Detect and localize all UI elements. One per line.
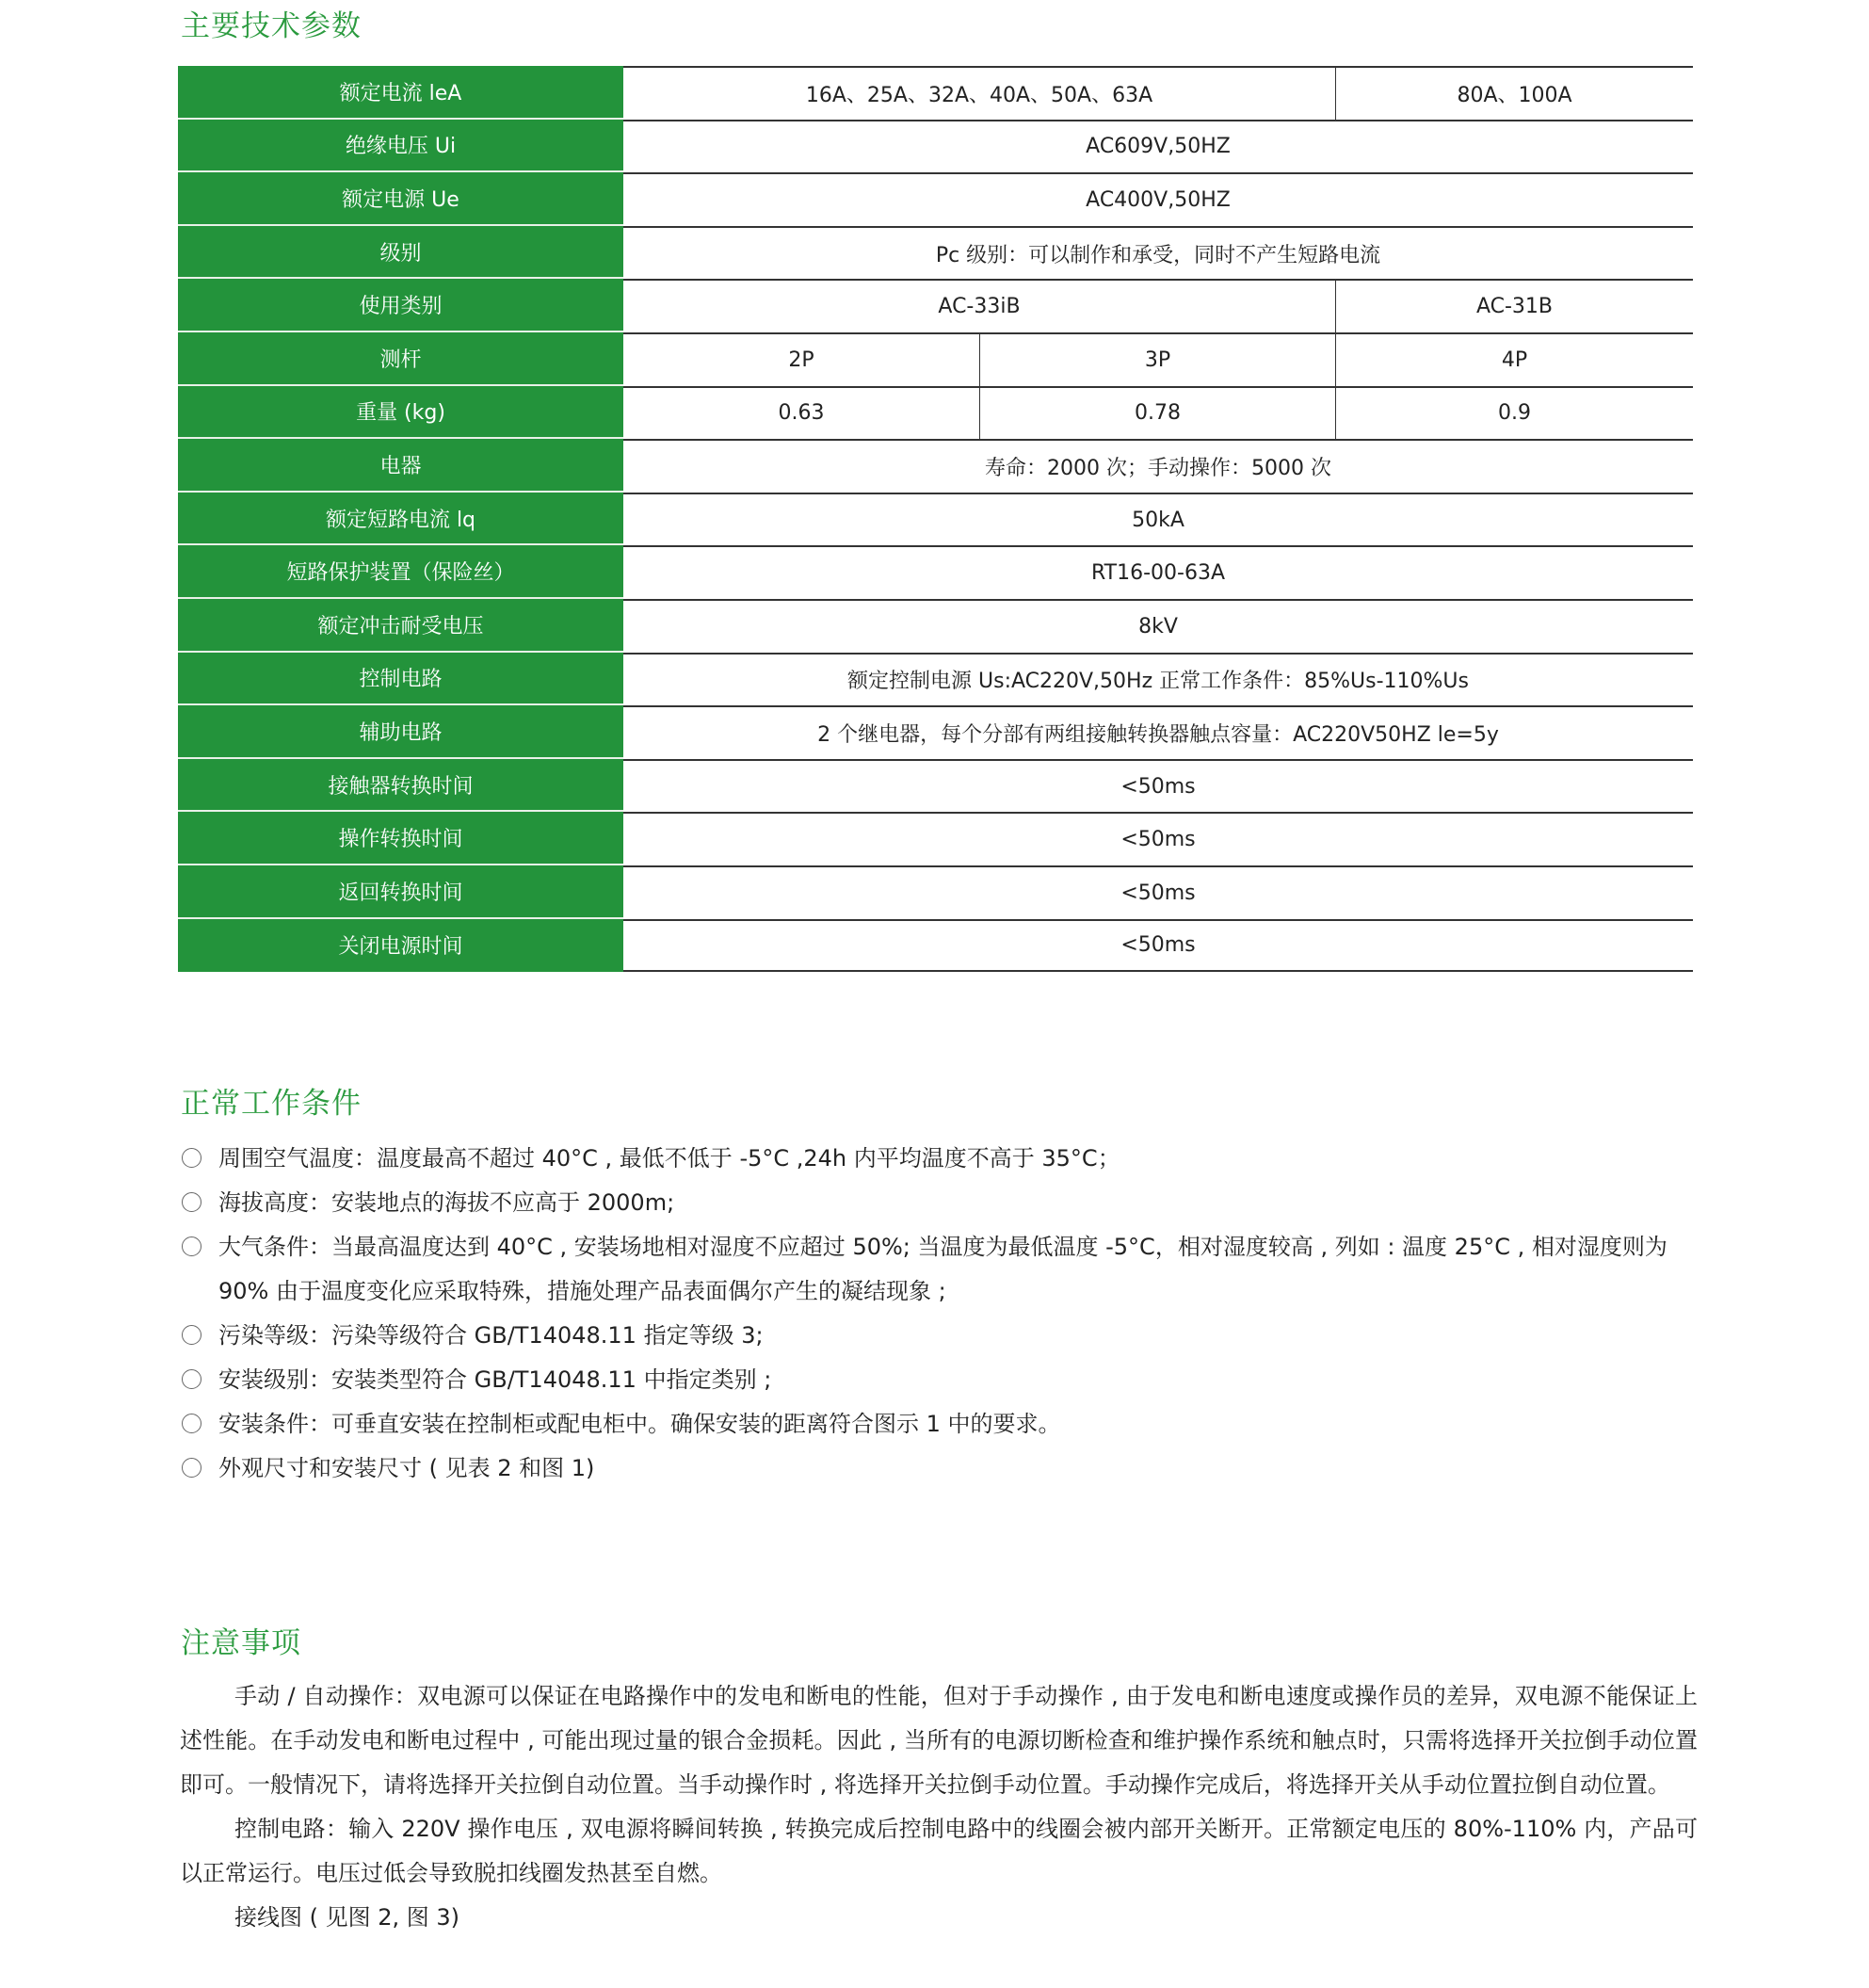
table-row-contactor-transfer-time: [178, 759, 1693, 813]
row-label: 使用类别: [178, 279, 623, 332]
table-row-impulse-voltage: [178, 599, 1693, 653]
row-label: 电器: [178, 439, 623, 493]
list-item: [182, 1225, 1698, 1314]
condition-text: 外观尺寸和安装尺寸 ( 见表 2 和图 1): [218, 1455, 595, 1481]
table-row-power-off-time: [178, 919, 1693, 973]
circle-bullet-icon: [182, 1236, 201, 1256]
circle-bullet-icon: [182, 1192, 201, 1212]
table-row-auxiliary-circuit: [178, 705, 1693, 759]
note-wiring-diagram: 接线图 ( 见图 2, 图 3): [234, 1904, 460, 1931]
circle-bullet-icon: [182, 1414, 201, 1433]
row-value: 寿命：2000 次；手动操作：5000 次: [985, 456, 1331, 480]
row-value: <50ms: [1120, 881, 1196, 905]
table-row-poles: [178, 332, 1693, 386]
row-label: 重量 (kg): [178, 386, 623, 440]
row-value: 2P: [788, 347, 814, 372]
row-label: 额定电源 Ue: [178, 172, 623, 226]
table-row-weight: [178, 386, 1693, 440]
row-value: RT16-00-63A: [1090, 561, 1226, 586]
row-value: 0.63: [778, 401, 825, 426]
row-value: 80A、100A: [1335, 68, 1693, 120]
row-label: 辅助电路: [178, 705, 623, 759]
row-label: 额定短路电流 lq: [178, 493, 623, 546]
row-value: <50ms: [1120, 933, 1196, 958]
row-value: 2 个继电器，每个分部有两组接触转换器触点容量：AC220V50HZ le=5y: [817, 722, 1499, 747]
table-row-control-circuit: [178, 653, 1693, 706]
specs-section-title: 主要技术参数: [181, 9, 362, 43]
table-row-insulation-voltage: [178, 120, 1693, 173]
row-label: 短路保护装置（保险丝）: [178, 545, 623, 599]
note-control-circuit: 控制电路：输入 220V 操作电压 , 双电源将瞬间转换 , 转换完成后控制电路中的线圈会被内部开关断开。正常额定电压的 80%-110% 内，产品可以正常运行。电压过低会导致脱扣线圈发热甚至自燃。: [180, 1816, 1698, 1886]
row-value: 3P: [979, 334, 1335, 386]
row-label: 额定电流 leA: [178, 66, 623, 120]
notes-section-title: 注意事项: [181, 1626, 301, 1660]
note-manual-auto-operation: 手动 / 自动操作：双电源可以保证在电路操作中的发电和断电的性能，但对于手动操作 , 由于发电和断电速度或操作员的差异，双电源不能保证上述性能。在手动发电和断电过程中 , 可能出现过量的银合金损耗。因此 , 当所有的电源切断检查和维护操作系统和触点时，只需将选择开关拉倒手动位置即可。一般情况下，请将选择开关拉倒自动位置。当手动操作时 , 将选择开关拉倒手动位置。手动操作完成后，将选择开关从手动位置拉倒自动位置。: [180, 1683, 1698, 1798]
row-label: 测杆: [178, 332, 623, 386]
row-value: <50ms: [1120, 828, 1196, 852]
table-row-return-transfer-time: [178, 865, 1693, 919]
row-label: 额定冲击耐受电压: [178, 599, 623, 653]
condition-text: 周围空气温度：温度最高不超过 40°C , 最低不低于 -5°C ,24h 内平均温度不高于 35°C；: [218, 1145, 1120, 1172]
row-label: 绝缘电压 Ui: [178, 120, 623, 173]
conditions-list: [182, 1137, 1698, 1491]
condition-text: 海拔高度：安装地点的海拔不应高于 2000m;: [218, 1189, 675, 1216]
row-value: <50ms: [1120, 774, 1196, 799]
row-label: 接触器转换时间: [178, 759, 623, 813]
table-row-operation-transfer-time: [178, 812, 1693, 865]
table-row-short-circuit-current: [178, 493, 1693, 546]
row-value: AC-31B: [1335, 281, 1693, 332]
row-label: 级别: [178, 226, 623, 280]
list-item: [182, 1358, 1698, 1402]
table-row-rated-voltage: [178, 172, 1693, 226]
row-value: Pc 级别：可以制作和承受，同时不产生短路电流: [935, 243, 1381, 267]
list-item: [182, 1181, 1698, 1225]
table-row-rated-current: [178, 66, 1693, 120]
row-value: 8kV: [1138, 614, 1178, 638]
list-item: [182, 1402, 1698, 1447]
table-row-electrical: [178, 439, 1693, 493]
condition-text: 污染等级：污染等级符合 GB/T14048.11 指定等级 3;: [218, 1322, 764, 1349]
circle-bullet-icon: [182, 1325, 201, 1345]
circle-bullet-icon: [182, 1148, 201, 1168]
row-value: 0.9: [1335, 388, 1693, 440]
row-value: 50kA: [1132, 508, 1184, 532]
row-value: AC400V,50HZ: [1086, 187, 1231, 212]
condition-text: 安装级别：安装类型符合 GB/T14048.11 中指定类别 ;: [218, 1366, 772, 1393]
condition-text: 大气条件：当最高温度达到 40°C , 安装场地相对湿度不应超过 50%; 当温度为最低温度 -5°C，相对湿度较高 , 列如 : 温度 25°C , 相对湿度则为 90% 由于温度变化应采取特殊，措施处理产品表面偶尔产生的凝结现象 ;: [218, 1234, 1668, 1304]
row-value: AC609V,50HZ: [1086, 135, 1231, 159]
conditions-section-title: 正常工作条件: [181, 1087, 362, 1121]
table-row-class: [178, 226, 1693, 280]
circle-bullet-icon: [182, 1458, 201, 1478]
spec-table: [178, 66, 1693, 972]
row-label: 操作转换时间: [178, 812, 623, 865]
list-item: [182, 1137, 1698, 1181]
table-row-utilization-category: [178, 279, 1693, 332]
row-value: 16A、25A、32A、40A、50A、63A: [805, 83, 1153, 107]
row-label: 返回转换时间: [178, 865, 623, 919]
row-value: 额定控制电源 Us:AC220V,50Hz 正常工作条件：85%Us-110%Us: [847, 670, 1469, 694]
row-label: 关闭电源时间: [178, 919, 623, 973]
row-label: 控制电路: [178, 653, 623, 706]
condition-text: 安装条件：可垂直安装在控制柜或配电柜中。确保安装的距离符合图示 1 中的要求。: [218, 1411, 1061, 1437]
row-value: 4P: [1335, 334, 1693, 386]
list-item: [182, 1314, 1698, 1358]
row-value: 0.78: [979, 388, 1335, 440]
list-item: [182, 1447, 1698, 1491]
circle-bullet-icon: [182, 1369, 201, 1389]
row-value: AC-33iB: [938, 295, 1021, 319]
table-row-fuse: [178, 545, 1693, 599]
notes-body: [180, 1674, 1698, 1940]
